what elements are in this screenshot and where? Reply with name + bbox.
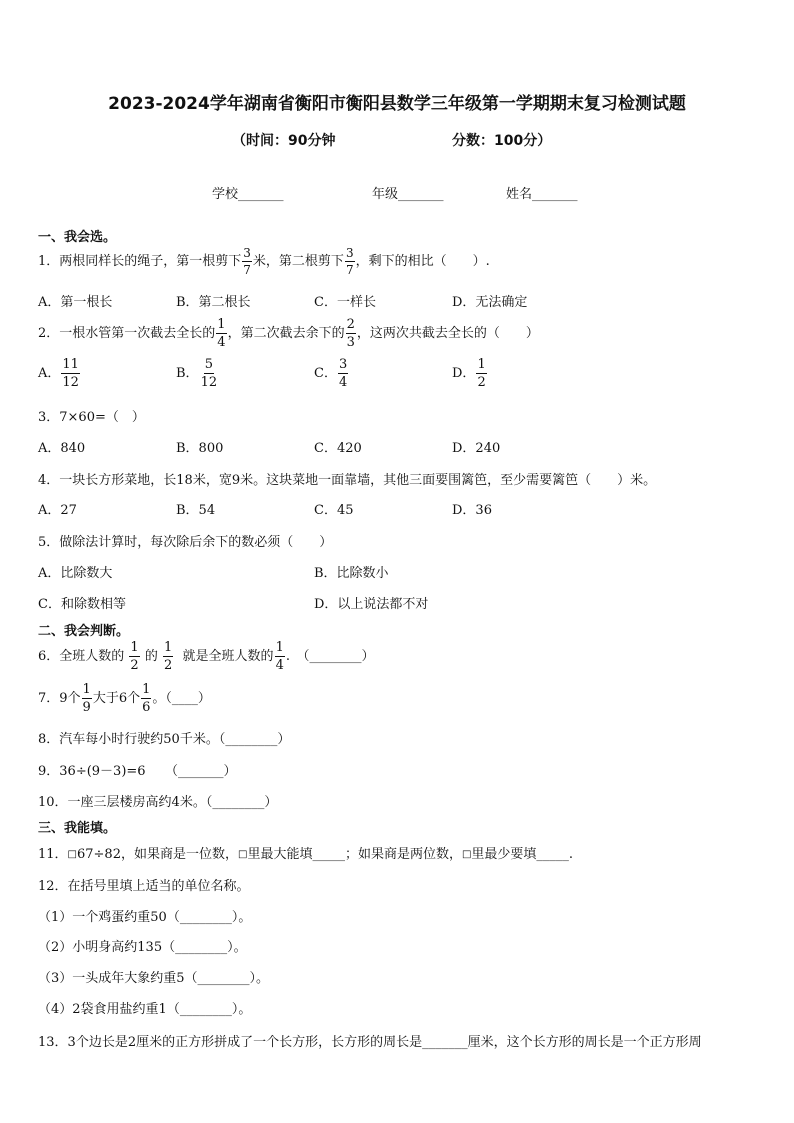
question-5: 5．做除法计算时，每次除后余下的数必须（ ）: [38, 535, 333, 550]
time-label: （时间：90分钟: [232, 133, 336, 149]
fraction: $\frac{1}{2}$: [477, 357, 486, 390]
q5-option-a[interactable]: A．比除数大: [38, 566, 113, 581]
score-label: 分数：100分）: [452, 133, 552, 149]
exam-title: 2023-2024学年湖南省衡阳市衡阳县数学三年级第一学期期末复习检测试题: [108, 94, 686, 114]
q2-option-c[interactable]: C． $\frac{3}{4}$: [314, 357, 348, 390]
q1-option-c[interactable]: C．一样长: [314, 295, 376, 310]
q12-item-2: （2）小明身高约135（________）。: [38, 940, 247, 955]
question-9: 9．36÷(9－3)=6 （_______）: [38, 764, 237, 779]
question-3: 3．7×60=（ ）: [38, 410, 145, 425]
question-8: 8．汽车每小时行驶约50千米。（________）: [38, 732, 291, 747]
section-3-heading: 三、我能填。: [38, 821, 117, 836]
blank-box: □: [237, 849, 248, 860]
fraction: $\frac{1}{2}$: [130, 640, 139, 673]
q4-option-a[interactable]: A．27: [38, 503, 77, 518]
q2-option-a[interactable]: A． $\frac{11}{12}$: [38, 357, 79, 390]
fraction: $\frac{3}{4}$: [338, 357, 348, 390]
q3-option-a[interactable]: A．840: [38, 441, 86, 456]
q1-option-d[interactable]: D．无法确定: [452, 295, 528, 310]
section-1-heading: 一、我会选。: [38, 230, 117, 245]
fraction: $\frac{3}{7}$: [345, 246, 354, 277]
q3-option-d[interactable]: D．240: [452, 441, 501, 456]
blank-box: □: [461, 849, 472, 860]
question-10: 10．一座三层楼房高约4米。（________）: [38, 795, 278, 810]
name-field[interactable]: 姓名_______: [506, 187, 578, 202]
q12-item-1: （1）一个鸡蛋约重50（________）。: [38, 910, 252, 925]
question-4: 4．一块长方形菜地，长18米，宽9米。这块菜地一面靠墙，其他三面要围篱笆，至少需要篱笆（ ）米。: [38, 473, 657, 488]
fraction: $\frac{1}{4}$: [217, 317, 226, 350]
blank-box: □: [67, 849, 77, 860]
question-11: 11．□67÷82，如果商是一位数，□里最大能填_____；如果商是两位数，□里最少要填_____.: [38, 847, 574, 862]
q12-item-4: （4）2袋食用盐约重1（________）。: [38, 1002, 252, 1017]
question-12: 12．在括号里填上适当的单位名称。: [38, 879, 250, 894]
school-field[interactable]: 学校_______: [212, 187, 284, 202]
fraction: $\frac{11}{12}$: [62, 357, 79, 390]
q12-item-3: （3）一头成年大象约重5（________）。: [38, 971, 270, 986]
q4-option-c[interactable]: C．45: [314, 503, 354, 518]
q5-option-b[interactable]: B．比除数小: [314, 566, 389, 581]
q2-option-b[interactable]: B． $\frac{5}{12}$: [176, 357, 218, 390]
q3-option-b[interactable]: B．800: [176, 441, 224, 456]
question-2: 2．一根水管第一次截去全长的 $\frac{1}{4}$ ，第二次截去余下的 $\frac{2}{3}$ ，这两次共截去全长的（ ）: [38, 317, 539, 350]
question-6: 6．全班人数的 $\frac{1}{2}$ 的 $\frac{1}{2}$ 就是全班人数的 $\frac{1}{4}$ . （________）: [38, 640, 375, 673]
fraction: $\frac{1}{2}$: [164, 640, 173, 673]
q1-option-a[interactable]: A．第一根长: [38, 295, 113, 310]
fraction: $\frac{1}{9}$: [82, 682, 91, 715]
grade-field[interactable]: 年级_______: [372, 187, 444, 202]
fraction: $\frac{5}{12}$: [200, 357, 218, 390]
question-7: 7．9个 $\frac{1}{9}$ 大于6个 $\frac{1}{6}$ 。（____）: [38, 682, 211, 715]
q2-option-d[interactable]: D． $\frac{1}{2}$: [452, 357, 486, 390]
question-13: 13．3个边长是2厘米的正方形拼成了一个长方形，长方形的周长是_______厘米，这个长方形的周长是一个正方形周: [38, 1035, 702, 1050]
question-1: 1．两根同样长的绳子，第一根剪下 $\frac{3}{7}$ 米，第二根剪下 $\frac{3}{7}$ ，剩下的相比（ ）.: [38, 246, 490, 277]
fraction: $\frac{1}{4}$: [275, 640, 284, 673]
section-2-heading: 二、我会判断。: [38, 624, 130, 639]
q4-option-d[interactable]: D．36: [452, 503, 492, 518]
fraction: $\frac{1}{6}$: [142, 682, 151, 715]
q3-option-c[interactable]: C．420: [314, 441, 362, 456]
q1-option-b[interactable]: B．第二根长: [176, 295, 251, 310]
q5-option-c[interactable]: C．和除数相等: [38, 597, 126, 612]
fraction: $\frac{2}{3}$: [346, 317, 355, 350]
fraction: $\frac{3}{7}$: [243, 246, 251, 277]
q5-option-d[interactable]: D．以上说法都不对: [314, 597, 429, 612]
q4-option-b[interactable]: B．54: [176, 503, 216, 518]
